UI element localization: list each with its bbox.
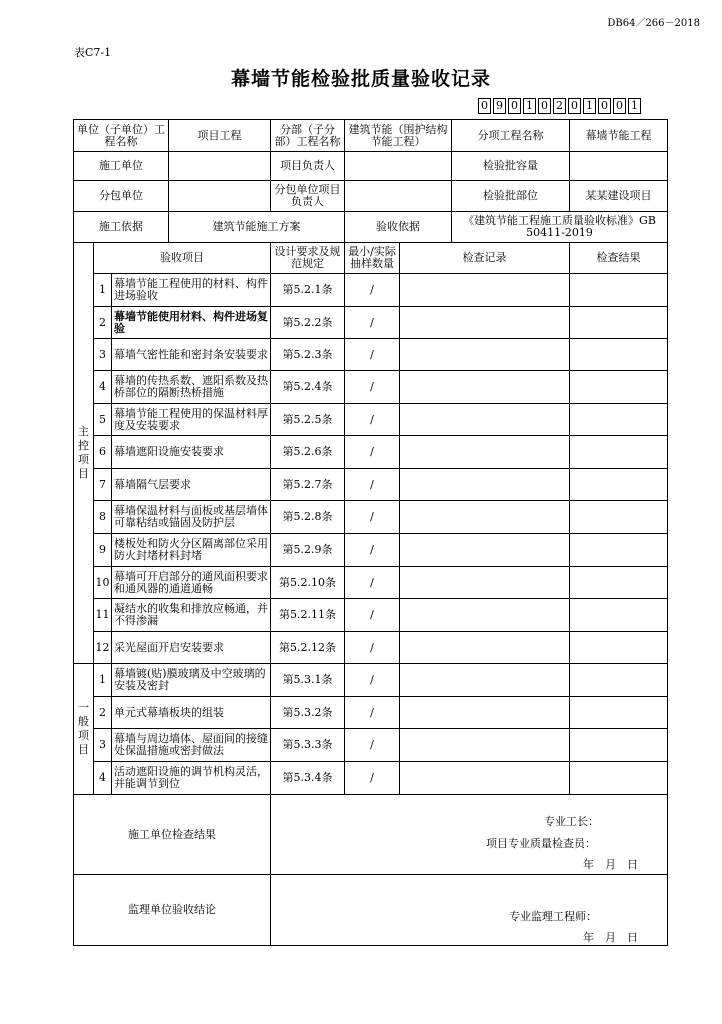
- item-text: 幕墙保温材料与面板或基层墙体可靠粘结或锚固及防护层: [112, 501, 271, 534]
- unit-value: 项目工程: [169, 120, 271, 152]
- item-record: [400, 599, 570, 632]
- item-text: 采光屋面开启安装要求: [112, 632, 271, 664]
- supervisor-engineer-label: 专业监理工程师：: [509, 910, 597, 923]
- item-result: [570, 534, 668, 567]
- foreman-label: 专业工长：: [544, 815, 599, 828]
- item-clause: 第5.2.2条: [271, 307, 345, 339]
- item-clause: 第5.2.1条: [271, 274, 345, 307]
- item-text: 幕墙节能工程使用的材料、构件进场验收: [112, 274, 271, 307]
- item-result: [570, 567, 668, 599]
- item-record: [400, 664, 570, 697]
- item-text: 幕墙隔气层要求: [112, 469, 271, 501]
- item-sampling: /: [345, 436, 400, 469]
- item-sampling: /: [345, 274, 400, 307]
- subcontractor-label: 分包单位: [74, 181, 169, 212]
- contractor-label: 施工单位: [74, 152, 169, 181]
- unit-label: 单位（子单位）工程名称: [74, 120, 169, 152]
- item-text: 楼板处和防火分区隔离部位采用防火封堵材料封堵: [112, 534, 271, 567]
- item-result: [570, 371, 668, 404]
- col-record-header: 检查记录: [400, 243, 570, 274]
- sub-pm-label: 分包单位项目负责人: [271, 181, 345, 212]
- basis-label: 施工依据: [74, 212, 169, 243]
- item-sampling: /: [345, 307, 400, 339]
- item-result: [570, 664, 668, 697]
- sub-pm-value: [345, 181, 452, 212]
- item-text: 单元式幕墙板块的组装: [112, 697, 271, 729]
- item-sampling: /: [345, 534, 400, 567]
- general-items-label: 一 般 项 目: [74, 664, 94, 795]
- item-record: [400, 697, 570, 729]
- table-row: [74, 729, 668, 762]
- item-record: [400, 729, 570, 762]
- pm-label: 项目负责人: [271, 152, 345, 181]
- item-number: 4: [94, 371, 112, 404]
- supervisor-date: 年 月 日: [583, 931, 638, 944]
- contractor-value: [169, 152, 271, 181]
- item-clause: 第5.2.3条: [271, 339, 345, 371]
- col-item-header: 验收项目: [94, 243, 271, 274]
- item-record: [400, 404, 570, 436]
- item-record: [400, 274, 570, 307]
- acceptance-basis-value: 《建筑节能工程施工质量验收标准》GB 50411-2019: [452, 212, 668, 243]
- table-row: [74, 339, 668, 371]
- item-text: 幕墙的传热系数、遮阳系数及热桥部位的隔断热桥措施: [112, 371, 271, 404]
- item-number: 8: [94, 501, 112, 534]
- item-text: 幕墙节能工程使用的保温材料厚度及安装要求: [112, 404, 271, 436]
- item-result: [570, 339, 668, 371]
- acceptance-basis-label: 验收依据: [345, 212, 452, 243]
- item-number: 2: [94, 307, 112, 339]
- location-value: 某某建设项目: [570, 181, 668, 212]
- item-result: [570, 307, 668, 339]
- code-digit: 0: [598, 98, 611, 114]
- item-sampling: /: [345, 664, 400, 697]
- contractor-date: 年 月 日: [583, 858, 638, 871]
- item-result: [570, 274, 668, 307]
- page-title: 幕墙节能检验批质量验收记录: [230, 68, 491, 90]
- item-text: 幕墙节能使用材料、构件进场复验: [112, 307, 271, 339]
- code-digit: 1: [628, 98, 641, 114]
- item-clause: 第5.2.11条: [271, 599, 345, 632]
- item-clause: 第5.2.10条: [271, 567, 345, 599]
- contractor-check: [74, 795, 668, 875]
- item-record: [400, 469, 570, 501]
- item-clause: 第5.2.4条: [271, 371, 345, 404]
- subitem-value: 幕墙节能工程: [570, 120, 668, 152]
- code-digit: 1: [583, 98, 596, 114]
- item-number: 11: [94, 599, 112, 632]
- item-sampling: /: [345, 469, 400, 501]
- item-sampling: /: [345, 371, 400, 404]
- item-record: [400, 501, 570, 534]
- item-sampling: /: [345, 729, 400, 762]
- item-sampling: /: [345, 404, 400, 436]
- item-clause: 第5.3.1条: [271, 664, 345, 697]
- code-digit: 0: [538, 98, 551, 114]
- item-clause: 第5.3.3条: [271, 729, 345, 762]
- table-row: [74, 274, 668, 307]
- item-text: 幕墙气密性能和密封条安装要求: [112, 339, 271, 371]
- item-record: [400, 371, 570, 404]
- item-number: 1: [94, 664, 112, 697]
- item-record: [400, 534, 570, 567]
- table-row: [74, 501, 668, 534]
- item-clause: 第5.2.5条: [271, 404, 345, 436]
- table-row: [74, 762, 668, 795]
- subitem-label: 分项工程名称: [452, 120, 570, 152]
- item-sampling: /: [345, 339, 400, 371]
- item-number: 2: [94, 697, 112, 729]
- item-record: [400, 632, 570, 664]
- item-number: 3: [94, 339, 112, 371]
- table-row: [74, 599, 668, 632]
- item-sampling: /: [345, 762, 400, 795]
- code-digit: 0: [478, 98, 491, 114]
- code-digit: 0: [568, 98, 581, 114]
- supervisor-conclusion-signature-area: [271, 875, 668, 946]
- item-number: 6: [94, 436, 112, 469]
- table-row: [74, 567, 668, 599]
- main-items-label: 主 控 项 目: [74, 243, 94, 664]
- table-row: [74, 632, 668, 664]
- location-label: 检验批部位: [452, 181, 570, 212]
- item-text: 幕墙镀(贴)膜玻璃及中空玻璃的安装及密封: [112, 664, 271, 697]
- table-row: [74, 664, 668, 697]
- item-number: 3: [94, 729, 112, 762]
- code-digit: 9: [493, 98, 506, 114]
- item-clause: 第5.2.12条: [271, 632, 345, 664]
- item-number: 1: [94, 274, 112, 307]
- pm-value: [345, 152, 452, 181]
- item-result: [570, 697, 668, 729]
- capacity-value: [570, 152, 668, 181]
- item-clause: 第5.3.2条: [271, 697, 345, 729]
- item-clause: 第5.2.6条: [271, 436, 345, 469]
- item-sampling: /: [345, 697, 400, 729]
- code-digit: 1: [523, 98, 536, 114]
- supervisor-conclusion-label: 监理单位验收结论: [74, 875, 271, 946]
- division-label: 分部（子分部）工程名称: [271, 120, 345, 152]
- col-result-header: 检查结果: [570, 243, 668, 274]
- item-number: 7: [94, 469, 112, 501]
- item-result: [570, 436, 668, 469]
- item-sampling: /: [345, 501, 400, 534]
- subcontractor-value: [169, 181, 271, 212]
- supervisor-conclusion: [74, 875, 668, 946]
- item-record: [400, 567, 570, 599]
- item-result: [570, 404, 668, 436]
- capacity-label: 检验批容量: [452, 152, 570, 181]
- table-row: [74, 697, 668, 729]
- code-digit: 0: [613, 98, 626, 114]
- table-row: [74, 404, 668, 436]
- item-record: [400, 339, 570, 371]
- acceptance-table: [73, 119, 668, 946]
- table-row: [74, 371, 668, 404]
- item-result: [570, 729, 668, 762]
- contractor-check-label: 施工单位检查结果: [74, 795, 271, 875]
- item-text: 幕墙与周边墙体、屋面间的接缝处保温措施或密封做法: [112, 729, 271, 762]
- col-sampling-header: 最小/实际抽样数量: [345, 243, 400, 274]
- table-row: [74, 436, 668, 469]
- item-text: 凝结水的收集和排放应畅通，并不得渗漏: [112, 599, 271, 632]
- item-record: [400, 307, 570, 339]
- item-clause: 第5.3.4条: [271, 762, 345, 795]
- item-clause: 第5.2.8条: [271, 501, 345, 534]
- item-text: 幕墙遮阳设施安装要求: [112, 436, 271, 469]
- item-result: [570, 632, 668, 664]
- col-design-header: 设计要求及规范规定: [271, 243, 345, 274]
- item-text: 幕墙可开启部分的通风面积要求和通风器的通道通畅: [112, 567, 271, 599]
- item-sampling: /: [345, 599, 400, 632]
- item-result: [570, 762, 668, 795]
- item-number: 4: [94, 762, 112, 795]
- division-value: 建筑节能（围护结构节能工程）: [345, 120, 452, 152]
- item-number: 10: [94, 567, 112, 599]
- item-result: [570, 501, 668, 534]
- item-text: 活动遮阳设施的调节机构灵活，并能调节到位: [112, 762, 271, 795]
- batch-code: [478, 98, 643, 114]
- item-sampling: /: [345, 632, 400, 664]
- code-digit: 2: [553, 98, 566, 114]
- item-clause: 第5.2.7条: [271, 469, 345, 501]
- form-number: 表C7-1: [74, 46, 112, 59]
- item-number: 5: [94, 404, 112, 436]
- item-clause: 第5.2.9条: [271, 534, 345, 567]
- table-row: [74, 469, 668, 501]
- code-digit: 0: [508, 98, 521, 114]
- item-record: [400, 436, 570, 469]
- basis-value: 建筑节能施工方案: [169, 212, 345, 243]
- qc-inspector-label: 项目专业质量检查员：: [486, 837, 596, 850]
- item-result: [570, 599, 668, 632]
- contractor-check-signature-area: [271, 795, 668, 875]
- item-sampling: /: [345, 567, 400, 599]
- item-number: 9: [94, 534, 112, 567]
- item-number: 12: [94, 632, 112, 664]
- table-row: [74, 307, 668, 339]
- item-record: [400, 762, 570, 795]
- standard-number: DB64／266－2018: [607, 18, 700, 29]
- item-result: [570, 469, 668, 501]
- table-row: [74, 534, 668, 567]
